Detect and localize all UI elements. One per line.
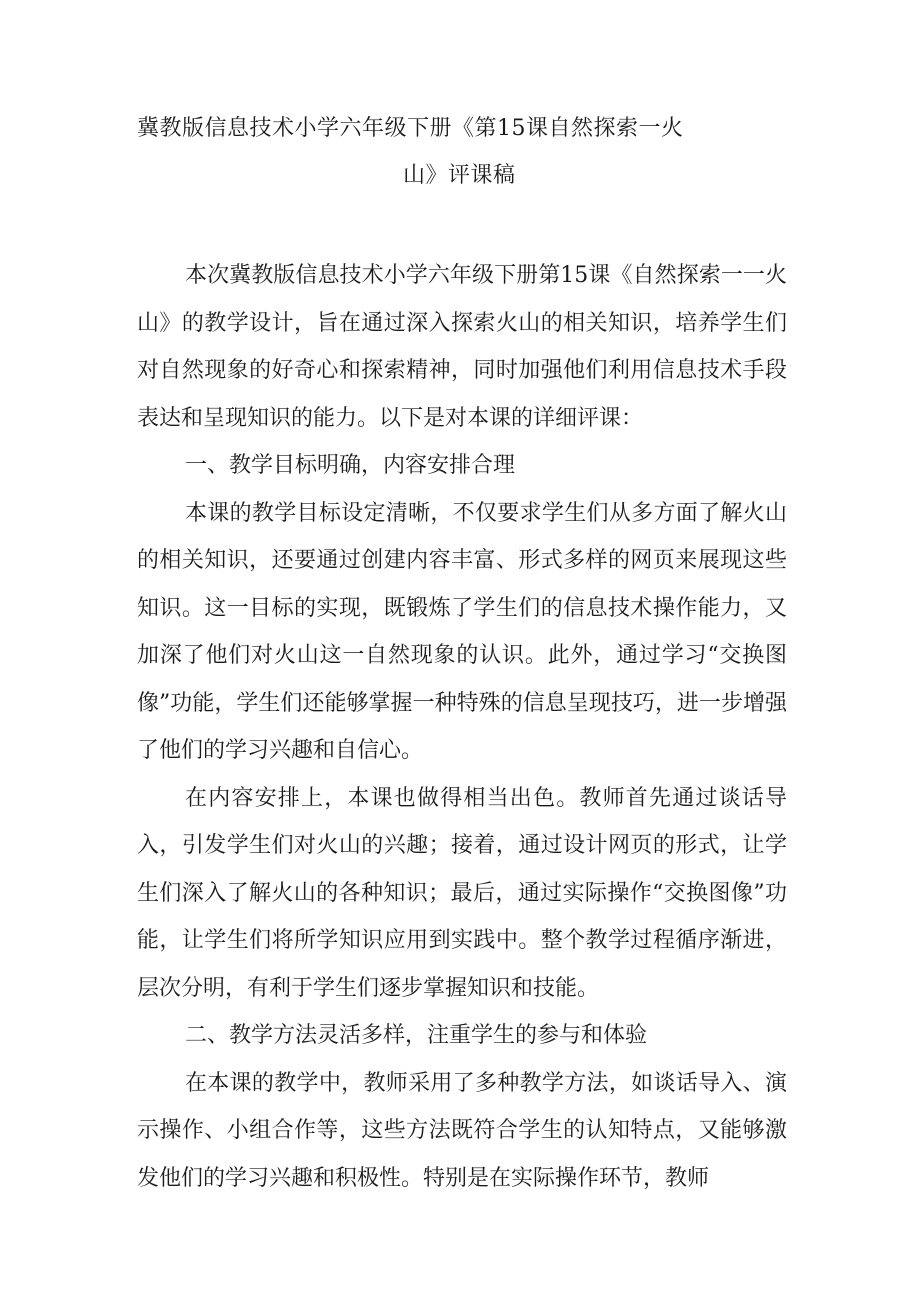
section-1-heading: 一、教学目标明确，内容安排合理 <box>185 453 516 478</box>
document-body <box>137 252 787 1202</box>
document-title-line-1: 冀教版信息技术小学六年级下册《第15课自然探索一火 <box>137 116 684 141</box>
section-2-paragraph-1: 在本课的教学中，教师采用了多种教学方法，如谈话导入、演示操作、小组合作等，这些方法既符合学生的认知特点，又能够激发他们的学习兴趣和积极性。特别是在实际操作环节，教师 <box>137 1070 787 1191</box>
document-title-line-2: 山》评课稿 <box>403 163 516 188</box>
section-1-paragraph-1: 本课的教学目标设定清晰，不仅要求学生们从多方面了解火山的相关知识，还要通过创建内容丰富、形式多样的网页来展现这些知识。这一目标的实现，既锻炼了学生们的信息技术操作能力，又加深了他们对火山这一自然现象的认识。此外，通过学习“交换图像”功能，学生们还能够掌握一种特殊的信息呈现技巧，进一步增强了他们的学习兴趣和自信心。 <box>137 500 787 763</box>
intro-paragraph: 本次冀教版信息技术小学六年级下册第15课《自然探索一一火山》的教学设计，旨在通过深入探索火山的相关知识，培养学生们对自然现象的好奇心和探索精神，同时加强他们利用信息技术手段表达和呈现知识的能力。以下是对本课的详细评课： <box>137 263 787 431</box>
section-1-paragraph-2: 在内容安排上，本课也做得相当出色。教师首先通过谈话导入，引发学生们对火山的兴趣；接着，通过设计网页的形式，让学生们深入了解火山的各种知识；最后，通过实际操作“交换图像”功能，让学生们将所学知识应用到实践中。整个教学过程循序渐进，层次分明，有利于学生们逐步掌握知识和技能。 <box>137 785 787 1001</box>
section-2-heading: 二、教学方法灵活多样，注重学生的参与和体验 <box>185 1023 648 1048</box>
